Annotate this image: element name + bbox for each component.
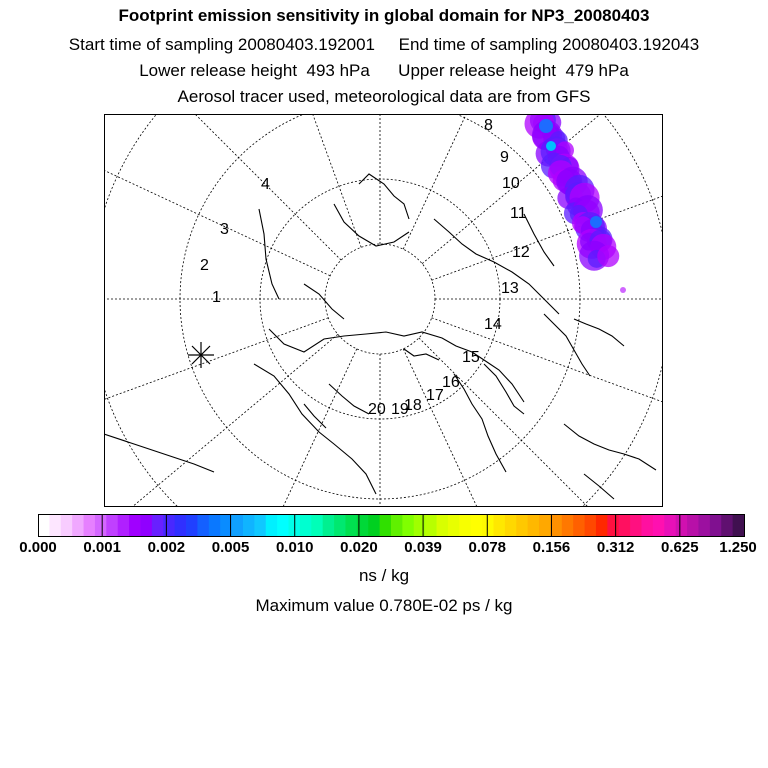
colorbar-cell	[596, 514, 608, 536]
colorbar-cell	[140, 514, 152, 536]
coastline	[484, 364, 524, 414]
footprint-map	[104, 114, 663, 507]
coastline	[404, 349, 439, 360]
colorbar-cell	[619, 514, 631, 536]
sensitivity-plume	[525, 114, 626, 293]
time-marker-2: 2	[200, 257, 209, 274]
colorbar-cell	[414, 514, 426, 536]
colorbar-tick-label: 0.312	[596, 539, 635, 556]
colorbar-cell	[607, 514, 619, 536]
colorbar-cell	[402, 514, 414, 536]
coastline	[259, 209, 279, 299]
meridian-line	[104, 114, 330, 276]
time-marker-16: 16	[442, 374, 460, 391]
release-heights	[0, 61, 768, 81]
colorbar-cell	[380, 514, 392, 536]
colorbar-cell	[311, 514, 323, 536]
colorbar-cells	[38, 514, 744, 536]
colorbar-cell	[653, 514, 665, 536]
meridian-line	[104, 114, 341, 260]
coastline	[329, 384, 369, 414]
colorbar-cell	[345, 514, 357, 536]
colorbar	[0, 508, 768, 538]
colorbar-cell	[448, 514, 460, 536]
coastline	[454, 374, 506, 472]
plume-core	[546, 141, 556, 151]
colorbar-cell	[368, 514, 380, 536]
colorbar-cell	[152, 514, 164, 536]
colorbar-cell	[733, 514, 745, 536]
colorbar-cell	[95, 514, 107, 536]
time-marker-19: 19	[391, 401, 409, 418]
colorbar-cell	[243, 514, 255, 536]
colorbar-cell	[539, 514, 551, 536]
time-marker-11: 11	[510, 205, 527, 222]
coastline	[304, 404, 326, 428]
colorbar-cell	[209, 514, 221, 536]
colorbar-cell	[437, 514, 449, 536]
coastline	[434, 219, 559, 314]
coastline	[254, 364, 376, 494]
colorbar-cell	[459, 514, 471, 536]
colorbar-cell	[471, 514, 483, 536]
time-markers	[200, 117, 530, 418]
colorbar-cell	[266, 514, 278, 536]
colorbar-cell	[482, 514, 494, 536]
time-marker-4: 4	[261, 176, 270, 193]
colorbar-cell	[323, 514, 335, 536]
colorbar-tick-label: 0.039	[404, 539, 442, 556]
colorbar-cell	[118, 514, 130, 536]
plume-cell	[597, 245, 619, 267]
colorbar-cell	[72, 514, 84, 536]
colorbar-tick-label: 0.078	[468, 539, 507, 556]
time-marker-10: 10	[502, 175, 520, 192]
colorbar-cell	[698, 514, 710, 536]
time-marker-13: 13	[501, 280, 519, 297]
colorbar-cell	[197, 514, 209, 536]
time-marker-3: 3	[220, 221, 229, 238]
upper-release-label: Upper release height 479 hPa	[398, 61, 629, 80]
colorbar-cell	[129, 514, 141, 536]
colorbar-cell	[516, 514, 528, 536]
coastline	[359, 174, 409, 219]
colorbar-cell	[300, 514, 312, 536]
coastline	[334, 204, 409, 246]
colorbar-unit: ns / kg	[358, 566, 410, 585]
colorbar-cell	[277, 514, 289, 536]
latitude-circle	[325, 244, 435, 354]
colorbar-cell	[550, 514, 562, 536]
meridian-line	[141, 114, 362, 247]
colorbar-tick-label: 0.001	[83, 539, 121, 556]
time-marker-18: 18	[404, 397, 422, 414]
colorbar-cell	[334, 514, 346, 536]
colorbar-cell	[710, 514, 722, 536]
lower-release-label: Lower release height 493 hPa	[139, 61, 370, 80]
colorbar-tick-label: 0.625	[661, 539, 699, 556]
colorbar-cell	[562, 514, 574, 536]
end-time-label: End time of sampling 20080403.192043	[398, 35, 700, 54]
time-marker-12: 12	[512, 244, 530, 261]
colorbar-tick-label: 0.020	[340, 539, 378, 556]
colorbar-cell	[505, 514, 517, 536]
colorbar-cell	[687, 514, 699, 536]
colorbar-cell	[175, 514, 187, 536]
colorbar-cell	[721, 514, 733, 536]
colorbar-cell	[585, 514, 597, 536]
start-time-label: Start time of sampling 20080403.192001	[68, 35, 376, 54]
colorbar-tick-label: 1.250	[719, 539, 757, 556]
colorbar-cell	[573, 514, 585, 536]
coastline	[564, 424, 656, 470]
colorbar-cell	[232, 514, 244, 536]
time-marker-20: 20	[368, 401, 386, 418]
plume-core	[590, 216, 602, 228]
time-marker-8: 8	[484, 117, 493, 134]
page-title: Footprint emission sensitivity in global domain for NP3_20080403	[118, 6, 650, 25]
colorbar-cell	[664, 514, 676, 536]
sampling-times	[0, 35, 768, 55]
colorbar-tick-label: 0.156	[532, 539, 571, 556]
colorbar-cell	[676, 514, 688, 536]
colorbar-tick-label: 0.002	[147, 539, 186, 556]
colorbar-tick-label: 0.010	[275, 539, 314, 556]
colorbar-cell	[391, 514, 403, 536]
colorbar-cell	[186, 514, 198, 536]
time-marker-1: 1	[212, 289, 221, 306]
time-marker-9: 9	[500, 149, 509, 166]
meridian-line	[104, 349, 357, 507]
colorbar-cell	[163, 514, 175, 536]
colorbar-cell	[38, 514, 50, 536]
meridian-line	[403, 349, 663, 507]
map-layers	[104, 114, 663, 507]
coastline	[574, 319, 624, 346]
time-marker-14: 14	[484, 316, 502, 333]
coastline	[104, 434, 214, 472]
tracer-info: Aerosol tracer used, meteorological data are from GFS	[177, 87, 591, 106]
plume-cell	[620, 287, 626, 293]
time-marker-15: 15	[462, 349, 480, 366]
asterisk-icon	[188, 342, 214, 368]
colorbar-cell	[49, 514, 61, 536]
colorbar-cell	[642, 514, 654, 536]
meridian-line	[419, 338, 663, 507]
coastline	[304, 284, 344, 319]
colorbar-cell	[630, 514, 642, 536]
maximum-value: Maximum value 0.780E-02 ps / kg	[255, 596, 513, 615]
colorbar-tick-label: 0.000	[19, 539, 57, 556]
meridian-line	[104, 318, 328, 507]
plume-core	[539, 119, 553, 133]
meridian-line	[432, 318, 663, 507]
colorbar-cell	[254, 514, 266, 536]
colorbar-cell	[61, 514, 73, 536]
colorbar-cell	[528, 514, 540, 536]
colorbar-cell	[106, 514, 118, 536]
time-marker-17: 17	[426, 387, 444, 404]
coastline	[584, 474, 614, 499]
colorbar-tick-label: 0.005	[211, 539, 250, 556]
colorbar-cell	[425, 514, 437, 536]
colorbar-cell	[84, 514, 96, 536]
colorbar-cell	[493, 514, 505, 536]
